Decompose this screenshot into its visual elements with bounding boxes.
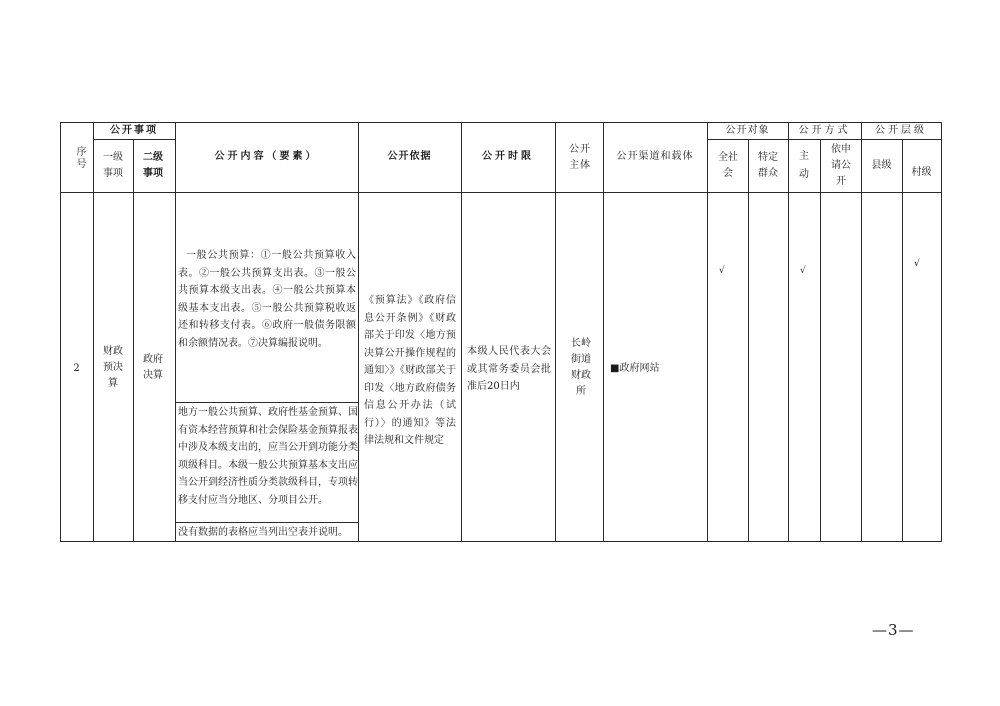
row-level1: 财政预决算 xyxy=(103,346,123,389)
header-object-specific: 特定群众 xyxy=(758,152,778,179)
header-items-group: 公开事项 xyxy=(110,125,158,136)
header-content: 公开内容（要素） xyxy=(214,151,319,162)
row-content-3: 没有数据的表格应当列出空表并说明。 xyxy=(178,527,348,538)
header-seq: 序号 xyxy=(74,146,85,170)
header-level1: 一级事项 xyxy=(103,152,123,179)
row-content-1: 一般公共预算：①一般公共预算收入表。②一般公共预算支出表。③一般公共预算本级支出表。④一般公共预算本级基本支出表。⑤一般公共预算税收返还和转移支付表。⑥政府一般债务限额和余额情况表。⑦决算编报说明。 xyxy=(178,250,356,349)
row-basis: 《预算法》《政府信息公开条例》《财政部关于印发〈地方预决算公开操作规程的通知〉》《财政部关于印发〈地方政府债务信息公开办法（试行）〉的通知》等法律法规和文件规定 xyxy=(364,295,456,446)
header-mode-active: 主动 xyxy=(799,151,809,180)
header-mode-apply: 依申请公开 xyxy=(831,144,851,187)
check-village: √ xyxy=(914,259,920,269)
header-basis: 公开依据 xyxy=(387,151,432,162)
row-seq: 2 xyxy=(73,363,80,374)
header-subject: 公开主体 xyxy=(569,144,591,171)
header-object-group: 公开对象 xyxy=(725,125,770,136)
header-time: 公开时限 xyxy=(482,151,534,162)
header-level2: 二级事项 xyxy=(143,152,163,179)
row-time: 本级人民代表大会或其常务委员会批准后20日内 xyxy=(467,346,551,392)
header-level-village: 村级 xyxy=(911,167,932,178)
page-number: —3— xyxy=(872,621,915,639)
header-channel: 公开渠道和载体 xyxy=(616,151,694,162)
header-level-group: 公开层级 xyxy=(875,125,927,136)
row-subject: 长岭街道财政所 xyxy=(571,338,591,397)
check-active: √ xyxy=(800,266,806,276)
header-object-all: 全社会 xyxy=(718,152,738,179)
header-level-county: 县级 xyxy=(871,160,892,171)
row-level2: 政府决算 xyxy=(143,354,163,381)
header-mode-group: 公开方式 xyxy=(798,125,851,136)
row-content-2: 地方一般公共预算、政府性基金预算、国有资本经营预算和社会保险基金预算报表中涉及本级支出的，应当公开到功能分类项级科目。本级一般公共预算基本支出应当公开到经济性质分类款级科目，专项转移支付应当分地区、分项目公开。 xyxy=(178,407,358,506)
check-all-society: √ xyxy=(719,266,725,276)
row-channel: ■政府网站 xyxy=(610,363,660,374)
